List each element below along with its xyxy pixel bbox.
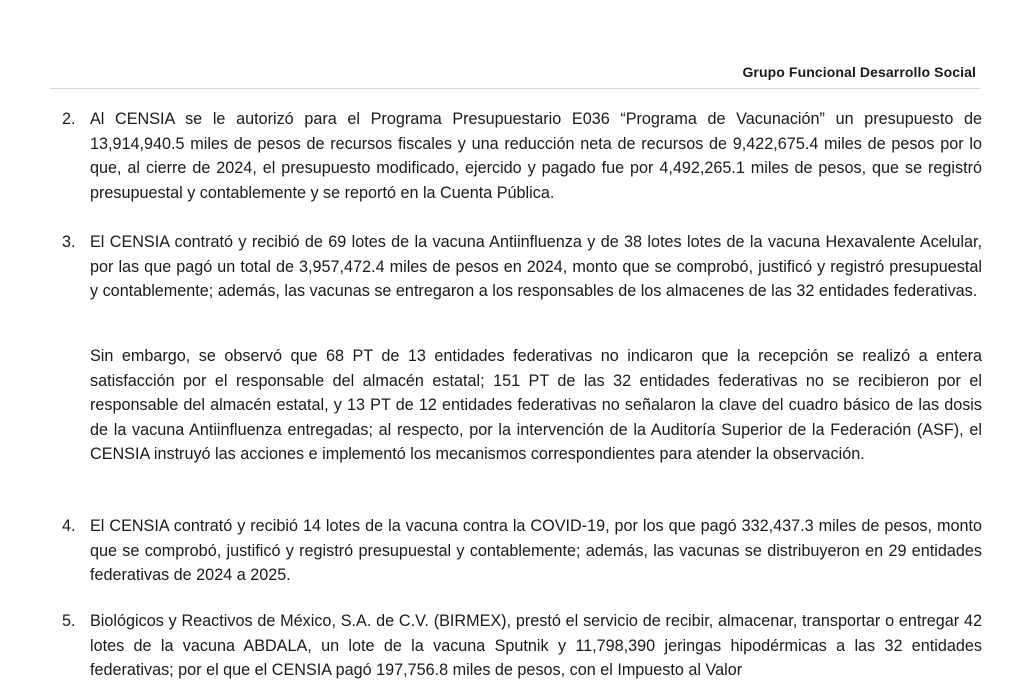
item-text: El CENSIA contrató y recibió de 69 lotes de la vacuna Antiinfluenza y de 38 lotes lotes de la vacuna Hexavalente Acelular, por las que pagó un total de 3,957,472.4 miles de pesos en 2024, monto que se comprobó, justificó y registró presupuestal y contablemente; además, las vacunas se entregaron a los responsables de los almacenes de las 32 entidades federativas. <box>90 233 982 300</box>
item-text: El CENSIA contrató y recibió 14 lotes de la vacuna contra la COVID-19, por los que pagó 332,437.3 miles de pesos, monto que se comprobó, justificó y registró presupuestal y contablemente; además, las vacunas se distribuyeron en 29 entidades federativas de 2024 a 2025. <box>90 517 982 584</box>
list-item <box>62 230 982 304</box>
item-number: 5. <box>62 612 76 630</box>
item-text: Al CENSIA se le autorizó para el Programa Presupuestario E036 “Programa de Vacunación” un presupuesto de 13,914,940.5 miles de pesos de recursos fiscales y una reducción neta de recursos de 9,422,675.4 miles de pesos por lo que, al cierre de 2024, el presupuesto modificado, ejercido y pagado fue por 4,492,265.1 miles de pesos, que se registró presupuestal y contablemente y se reportó en la Cuenta Pública. <box>90 110 982 202</box>
item-number: 3. <box>62 233 76 251</box>
item-text: Biológicos y Reactivos de México, S.A. de C.V. (BIRMEX), prestó el servicio de recibir, almacenar, transportar o entregar 42 lotes de la vacuna ABDALA, un lote de la vacuna Sputnik y 11,798,390 jeringas hipodérmicas a las 32 entidades federativas; por el que el CENSIA pagó 197,756.8 miles de pesos, con el Impuesto al Valor <box>90 612 982 679</box>
header-divider <box>50 88 980 89</box>
item-number: 2. <box>62 110 76 128</box>
item-number: 4. <box>62 517 76 535</box>
item-subparagraph: Sin embargo, se observó que 68 PT de 13 entidades federativas no indicaron que la recepción se realizó a entera satisfacción por el responsable del almacén estatal; 151 PT de las 32 entidades federativas no se recibieron por el responsable del almacén estatal, y 13 PT de 12 entidades federativas no señalaron la clave del cuadro básico de las dosis de la vacuna Antiinfluenza entregadas; al respecto, por la intervención de la Auditoría Superior de la Federación (ASF), el CENSIA instruyó las acciones e implementó los mecanismos correspondientes para atender la observación. <box>90 347 982 463</box>
section-header: Grupo Funcional Desarrollo Social <box>742 64 976 80</box>
list-item <box>62 107 982 205</box>
list-item <box>62 514 982 588</box>
list-item <box>62 609 982 683</box>
